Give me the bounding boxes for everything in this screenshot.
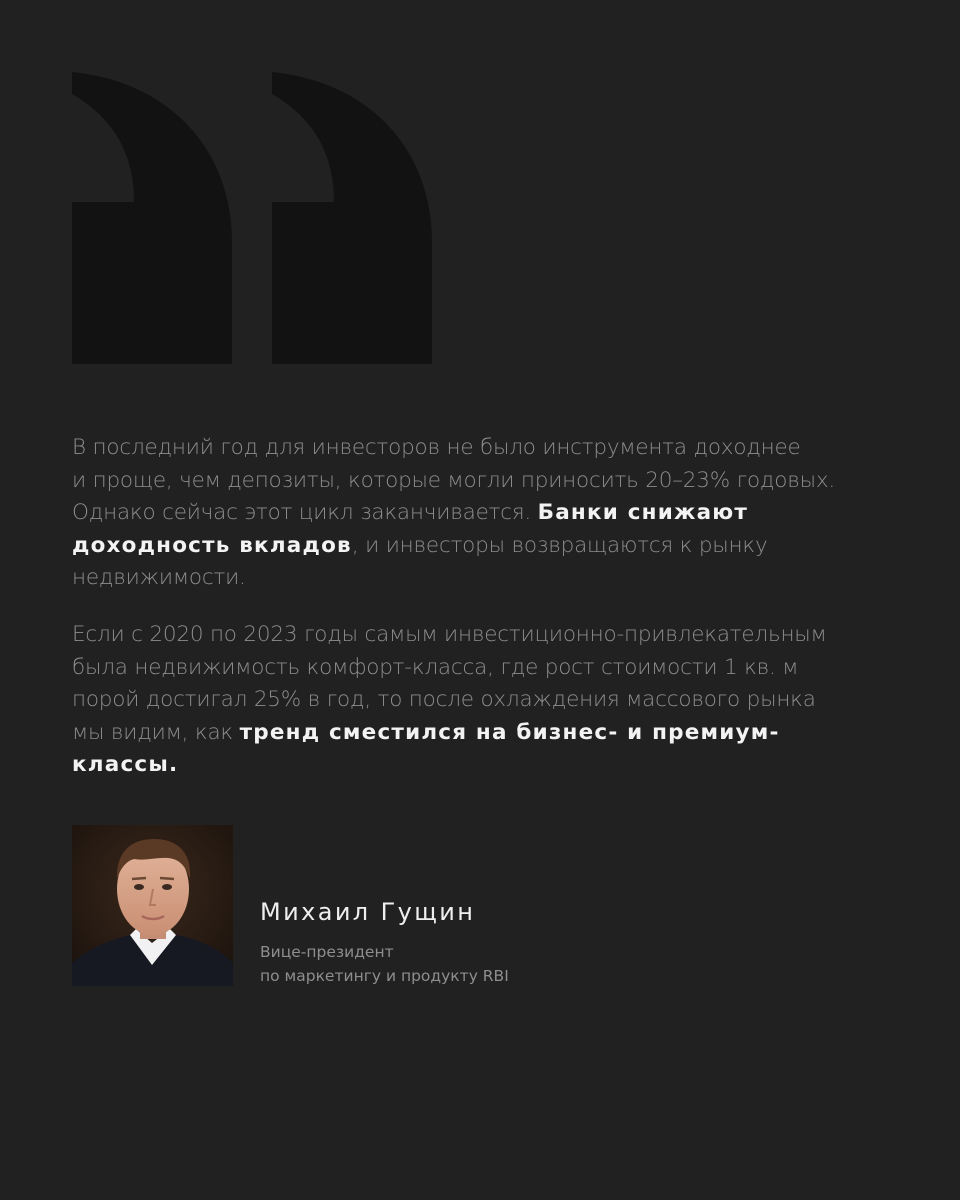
text-line: [72, 497, 902, 530]
author-name: Михаил Гущин: [260, 898, 476, 926]
trend-paragraph: [72, 619, 902, 782]
text-segment: мы видим, как: [72, 719, 240, 745]
quote-mark-icon: [72, 72, 434, 364]
text-line: [72, 717, 902, 750]
text-segment: Однако сейчас этот цикл заканчивается.: [72, 500, 538, 525]
text-line: [72, 749, 902, 782]
intro-paragraph: [72, 432, 902, 595]
text-segment: , и инвесторы возвращаются к рынку: [351, 532, 768, 558]
text-line: и проще, чем депозиты, которые могли приносить 20–23% годовых.: [72, 467, 836, 493]
author-role-line: Вице-президент: [260, 943, 394, 961]
text-line: В последний год для инвесторов не было инструмента доходнее: [72, 435, 801, 460]
text-line: порой достигал 25% в год, то после охлаждения массового рынка: [72, 687, 816, 712]
highlighted-text: классы.: [72, 752, 179, 777]
text-line: недвижимости.: [72, 565, 246, 590]
author-role-line: по маркетингу и продукту RBI: [260, 967, 509, 985]
highlighted-text: Банки снижают: [537, 500, 749, 525]
author-role: [260, 940, 580, 988]
highlighted-text: доходность вкладов: [72, 532, 352, 558]
text-line: [72, 530, 902, 563]
author-photo: [72, 825, 233, 986]
highlighted-text: тренд сместился на бизнес- и премиум-: [239, 719, 780, 745]
text-line: была недвижимость комфорт-класса, где рост стоимости 1 кв. м: [72, 654, 799, 680]
text-line: Если с 2020 по 2023 годы самым инвестиционно-привлекательным: [72, 622, 827, 647]
